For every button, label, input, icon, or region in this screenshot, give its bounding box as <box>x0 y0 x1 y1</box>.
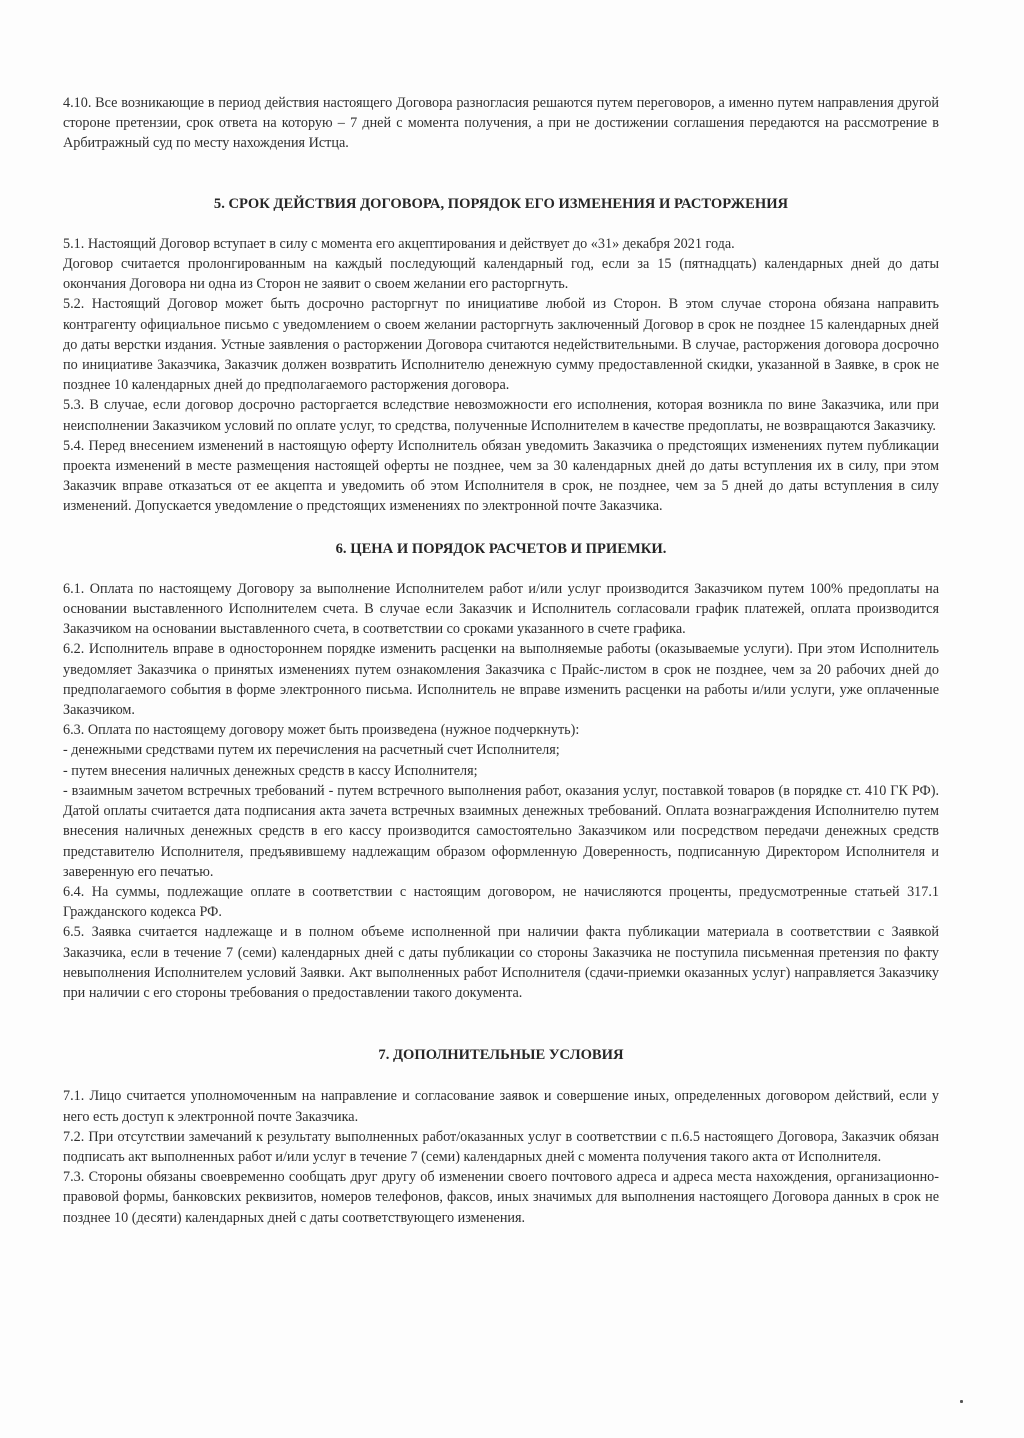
clause-7-3: 7.3. Стороны обязаны своевременно сообщать друг другу об изменении своего почтового адреса и адреса места нахождения, организационно-правовой формы, банковских реквизитов, номеров телефонов, факсов, иных значимых для выполнения настоящего Договора данных в срок не позднее 10 (десяти) календарных дней с даты соответствующего изменения. <box>63 1169 939 1226</box>
clause-6-4: 6.4. На суммы, подлежащие оплате в соответствии с настоящим договором, не начисляются проценты, предусмотренные статьей 317.1 Гражданского кодекса РФ. <box>63 883 939 921</box>
clause-5-4: 5.4. Перед внесением изменений в настоящую оферту Исполнитель обязан уведомить Заказчика о предстоящих изменениях путем публикации проекта изменений в месте размещения настоящей оферты не позднее, чем за 30 календарных дней до даты вступления их в силу, при этом Заказчик вправе отказаться от ее акцепта и уведомить об этом Исполнителя в срок, не позднее, чем за 5 дней до даты вступления в силу изменений. Допускается уведомление о предстоящих изменениях по электронной почте Заказчика. <box>63 437 939 515</box>
clause-6-2: 6.2. Исполнитель вправе в одностороннем порядке изменить расценки на выполняемые работы (оказываемые услуги). При этом Исполнитель уведомляет Заказчика о принятых изменениях путем ознакомления Заказчика с Прайс-листом в срок не позднее, чем за 20 рабочих дней до предполагаемого события в форме электронного письма. Исполнитель не вправе изменить расценки на работы и/или услуги, уже оплаченные Заказчиком. <box>63 641 939 719</box>
scan-speck <box>960 1400 963 1403</box>
clause-7-2: 7.2. При отсутствии замечаний к результату выполненных работ/оказанных услуг в соответствии с п.6.5 настоящего Договора, Заказчик обязан подписать акт выполненных работ и/или услуг в течение 7 (семи) календарных дней с момента получения такого акта от Исполнителя. <box>63 1128 939 1165</box>
clause-6-3: 6.3. Оплата по настоящему договору может быть произведена (нужное подчеркнуть): <box>63 722 580 739</box>
section-5-body <box>63 234 939 517</box>
section-7-heading: 7. ДОПОЛНИТЕЛЬНЫЕ УСЛОВИЯ <box>378 1047 624 1064</box>
document-body <box>63 93 939 1228</box>
payment-option-offset: - взаимным зачетом встречных требований - путем встречного выполнения работ, оказания услуг, поставкой товаров (в порядке ст. 410 ГК РФ). Датой оплаты считается дата подписания акта зачета встречных взаимных денежных требований. Оплата вознаграждения Исполнителю путем внесения наличных денежных средств в его кассу производится самостоятельно Заказчиком или посредством передачи денежных средств представителю Исполнителя, предъявившему надлежащим образом оформленную Доверенность, подписанную Директором Исполнителя и заверенную его печатью. <box>63 782 939 880</box>
clause-5-1: 5.1. Настоящий Договор вступает в силу с момента его акцептирования и действует до «31» декабря 2021 года. <box>63 235 735 252</box>
clause-5-3: 5.3. В случае, если договор досрочно расторгается вследствие невозможности его исполнения, которая возникла по вине Заказчика, или при неисполнении Заказчиком условий по оплате услуг, то средства, полученные Исполнителем в качестве предоплаты, не возвращаются Заказчику. <box>63 397 939 434</box>
section-6-heading: 6. ЦЕНА И ПОРЯДОК РАСЧЕТОВ И ПРИЕМКИ. <box>335 540 667 557</box>
payment-option-bank-transfer: - денежными средствами путем их перечисления на расчетный счет Исполнителя; <box>63 742 560 759</box>
clause-7-1: 7.1. Лицо считается уполномоченным на направление и согласование заявок и совершение иных, определенных договором действий, если у него есть доступ к электронной почте Заказчика. <box>63 1088 939 1125</box>
clause-6-5: 6.5. Заявка считается надлежаще и в полном объеме исполненной при наличии факта публикации материала в соответствии с Заявкой Заказчика, если в течение 7 (семи) календарных дней с даты публикации со стороны Заказчика не поступила письменная претензия по факту невыполнения Исполнителем условий Заявки. Акт выполненных работ Исполнителя (сдачи-приемки оказанных услуг) направляется Заказчику при наличии с его стороны требования о предоставлении такого документа. <box>63 924 939 1001</box>
section-6-body <box>63 579 939 1003</box>
section-7-body <box>63 1086 939 1227</box>
clause-5-2: 5.2. Настоящий Договор может быть досрочно расторгнут по инициативе любой из Сторон. В этом случае сторона обязана направить контрагенту официальное письмо с уведомлением о своем желании расторгнуть заключенный Договор в срок не позднее 15 календарных дней до даты верстки издания. Устные заявления о расторжении Договора считаются недействительными. В случае, расторжения договора досрочно по инициативе Заказчика, Заказчик должен возвратить Исполнителю денежную сумму предоставленной скидки, указанной в Заявке, в срок не позднее 10 календарных дней до предполагаемого расторжения договора. <box>63 296 939 394</box>
clause-4-10: 4.10. Все возникающие в период действия настоящего Договора разногласия решаются путем переговоров, а именно путем направления другой стороне претензии, срок ответа на которую – 7 дней с момента получения, а при не достижении соглашения передаются на рассмотрение в Арбитражный суд по месту нахождения Истца. <box>63 95 939 152</box>
section-5-heading: 5. СРОК ДЕЙСТВИЯ ДОГОВОРА, ПОРЯДОК ЕГО ИЗМЕНЕНИЯ И РАСТОРЖЕНИЯ <box>213 195 789 212</box>
payment-option-cash: - путем внесения наличных денежных средств в кассу Исполнителя; <box>63 762 478 779</box>
clause-6-1: 6.1. Оплата по настоящему Договору за выполнение Исполнителем работ и/или услуг производится Заказчиком путем 100% предоплаты на основании выставленного Исполнителем счета. В случае если Заказчик и Исполнитель согласовали график платежей, оплата производится Заказчиком на основании выставленного счета, в соответствии со сроками указанного в счете графика. <box>63 580 939 638</box>
clause-5-1-prolongation: Договор считается пролонгированным на каждый последующий календарный год, если за 15 (пятнадцать) календарных дней до даты окончания Договора ни одна из Сторон не заявит о своем желании его расторгнуть. <box>63 256 939 293</box>
